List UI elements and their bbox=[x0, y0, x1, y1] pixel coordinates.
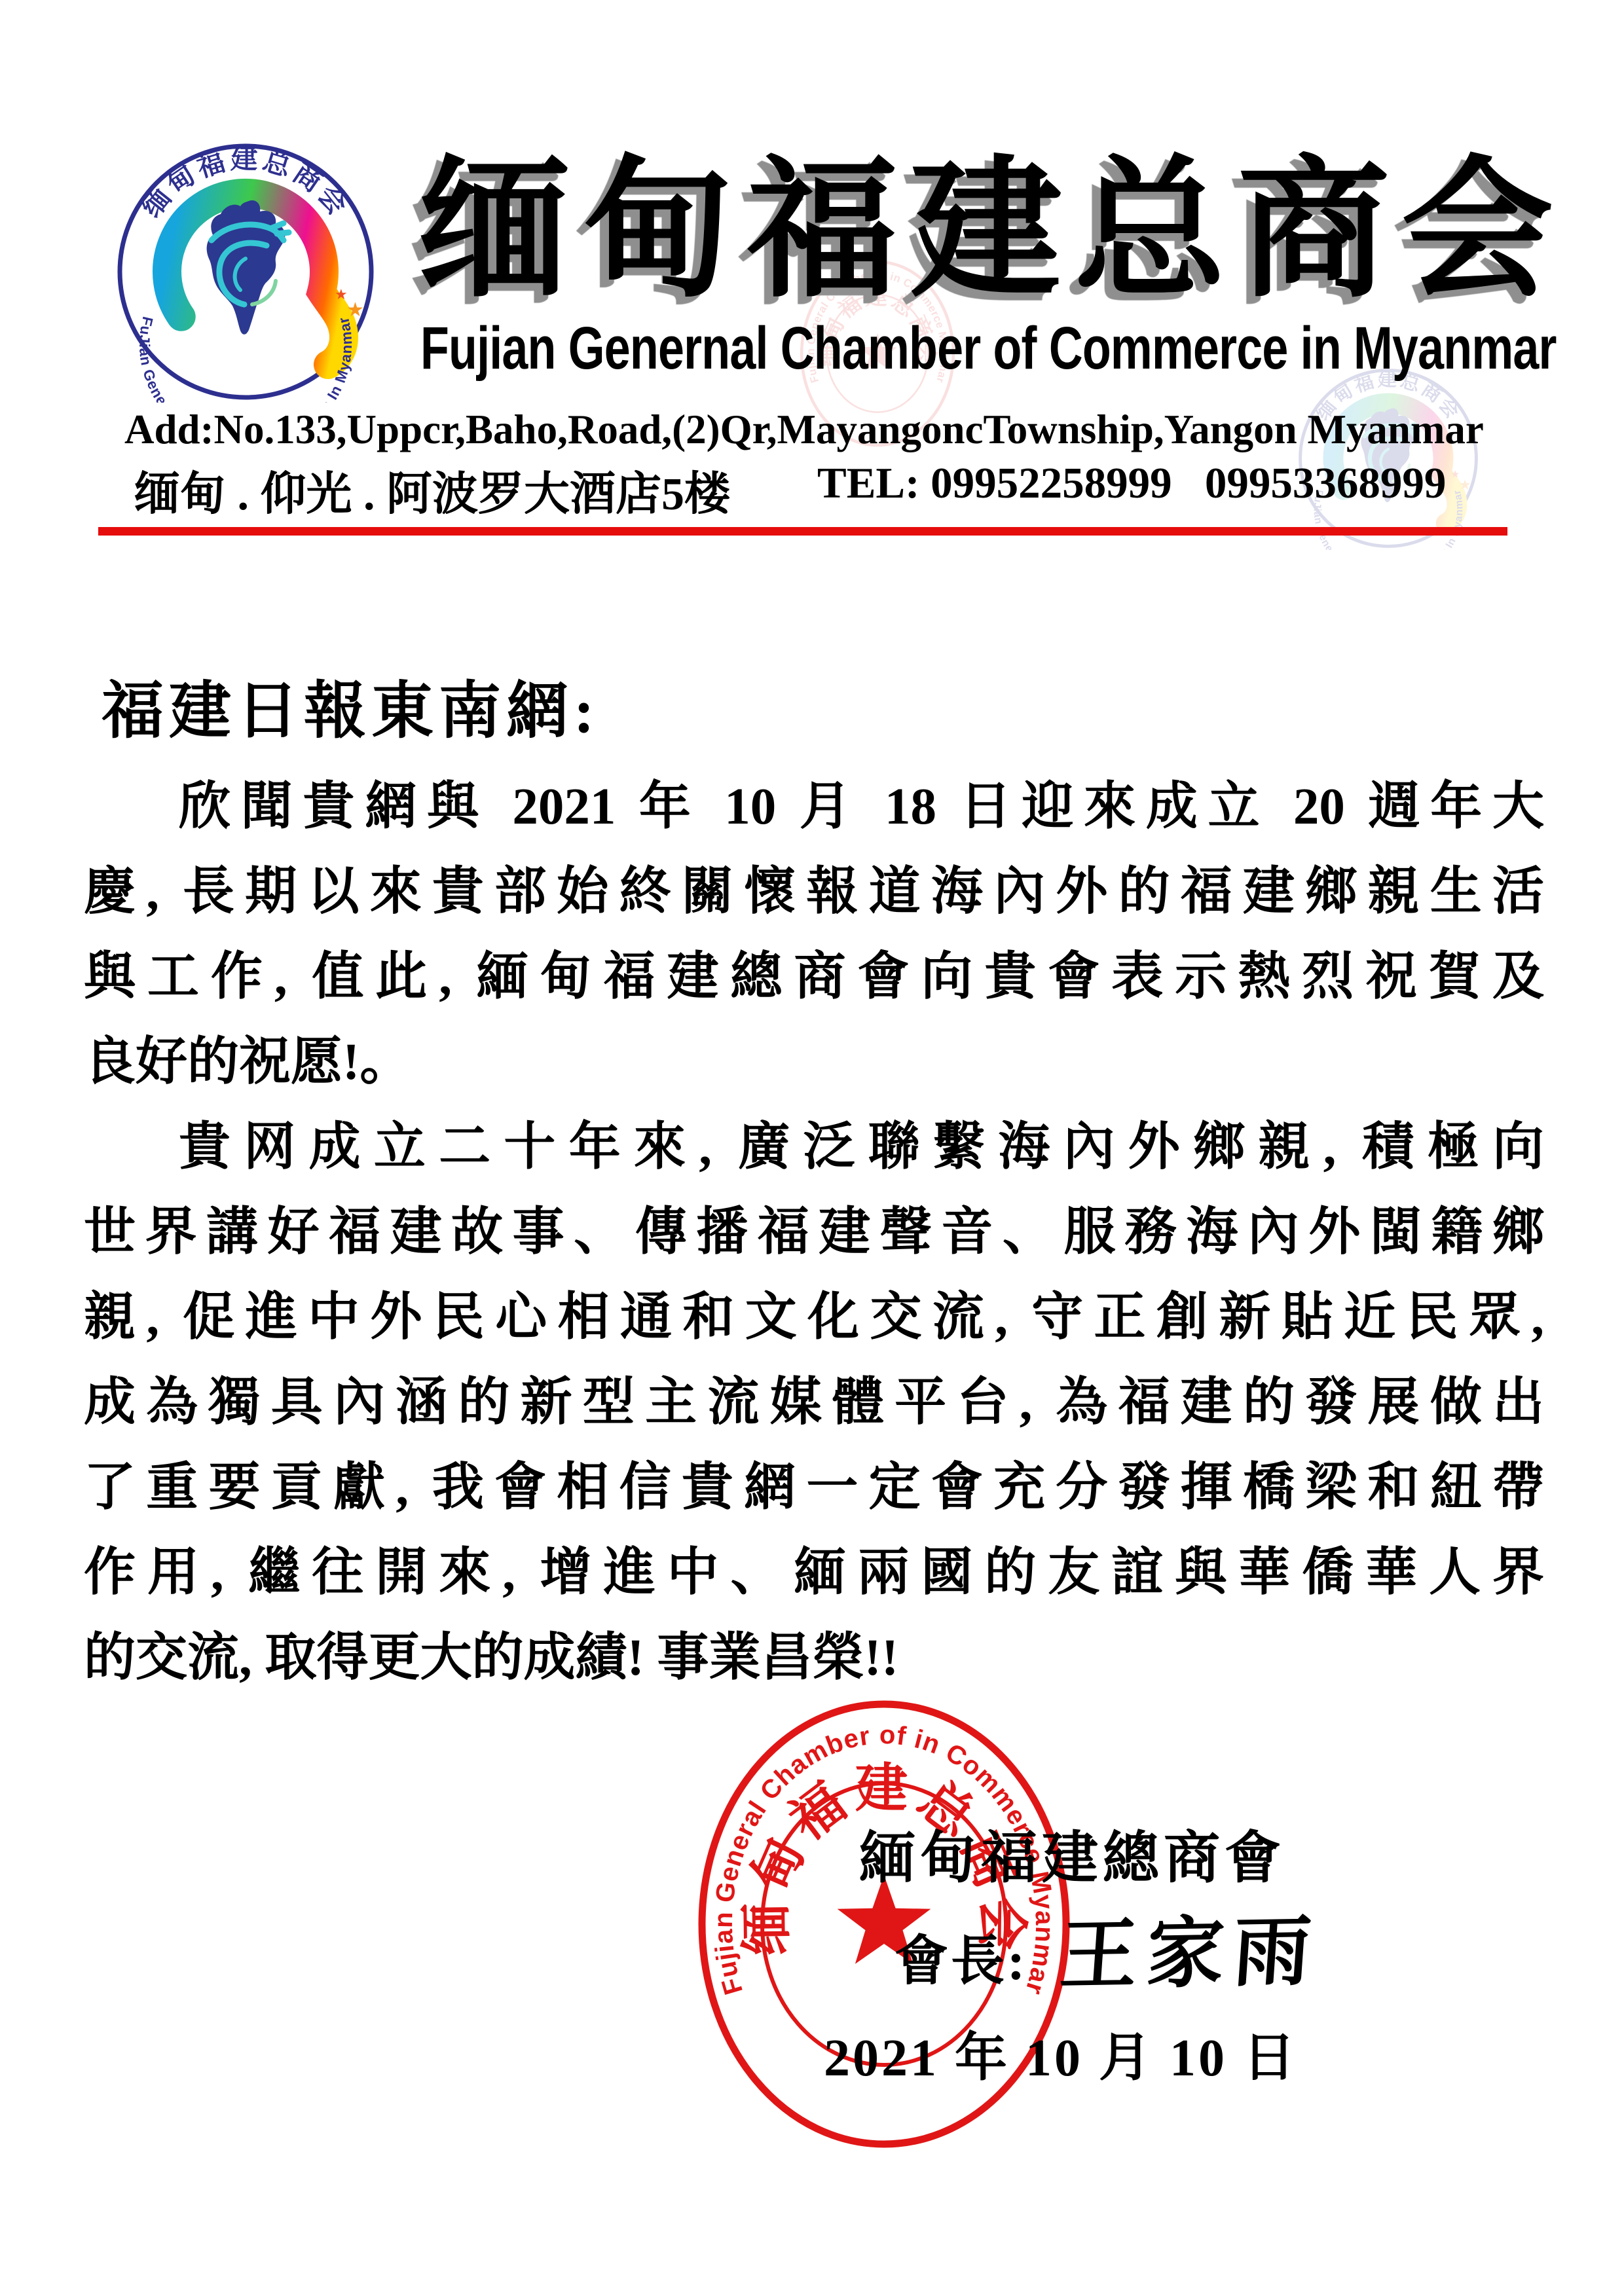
page-subtitle-text: Fujian Genernal Chamber of Commerce in Myanmar bbox=[420, 315, 1557, 382]
president-signature: 王家雨 bbox=[1057, 1908, 1323, 1999]
body-line: 的交流, 取得更大的成績! 事業昌榮!! bbox=[84, 1630, 899, 1686]
closing-date: 2021 年 10 月 10 日 bbox=[824, 2030, 1298, 2087]
closing-role-label: 會長: bbox=[895, 1931, 1028, 1991]
address-line-en: Add:No.133,Uppcr,Baho,Road,(2)Qr,MayangoncTownship,Yangon Myanmar bbox=[124, 407, 1484, 452]
letter-body bbox=[84, 765, 1544, 1701]
body-line: 成為獨具內涵的新型主流媒體平台, 為福建的發展做出 bbox=[84, 1374, 1544, 1431]
page-subtitle bbox=[420, 315, 1624, 382]
body-line: 作用, 繼往開來, 增進中、緬兩國的友誼與華僑華人界 bbox=[84, 1544, 1544, 1601]
page-title: 缅甸福建总商会 bbox=[419, 147, 1566, 316]
salutation: 福建日報東南網: bbox=[101, 676, 600, 746]
body-line: 欣聞貴網與 2021 年 10 月 18 日迎來成立 20 週年大 bbox=[179, 778, 1544, 835]
body-line: 與工作, 值此, 緬甸福建總商會向貴會表示熱烈祝賀及 bbox=[84, 949, 1544, 1006]
closing-org-name: 緬甸福建總商會 bbox=[859, 1827, 1285, 1889]
tel-number-1: 09952258999 bbox=[931, 459, 1172, 507]
body-line: 良好的祝愿!。 bbox=[84, 1034, 412, 1091]
chamber-logo bbox=[115, 141, 377, 403]
telephone-line bbox=[817, 458, 1446, 509]
body-line: 慶, 長期以來貴部始終關懷報道海內外的福建鄉親生活 bbox=[84, 864, 1544, 920]
body-line: 世界講好福建故事、傳播福建聲音、服務海內外閩籍鄉 bbox=[84, 1204, 1544, 1261]
body-line: 了重要貢獻, 我會相信貴網一定會充分發揮橋梁和紐帶 bbox=[84, 1459, 1544, 1516]
body-line: 親, 促進中外民心相通和文化交流, 守正創新貼近民眾, bbox=[84, 1289, 1544, 1346]
header-divider bbox=[98, 527, 1507, 536]
body-line: 貴网成立二十年來, 廣泛聯繫海內外鄉親, 積極向 bbox=[179, 1119, 1544, 1176]
address-line-cn: 缅甸 . 仰光 . 阿波罗大酒店5楼 bbox=[134, 469, 730, 520]
tel-number-2: 09953368999 bbox=[1204, 459, 1447, 507]
tel-label: TEL: bbox=[817, 459, 920, 507]
